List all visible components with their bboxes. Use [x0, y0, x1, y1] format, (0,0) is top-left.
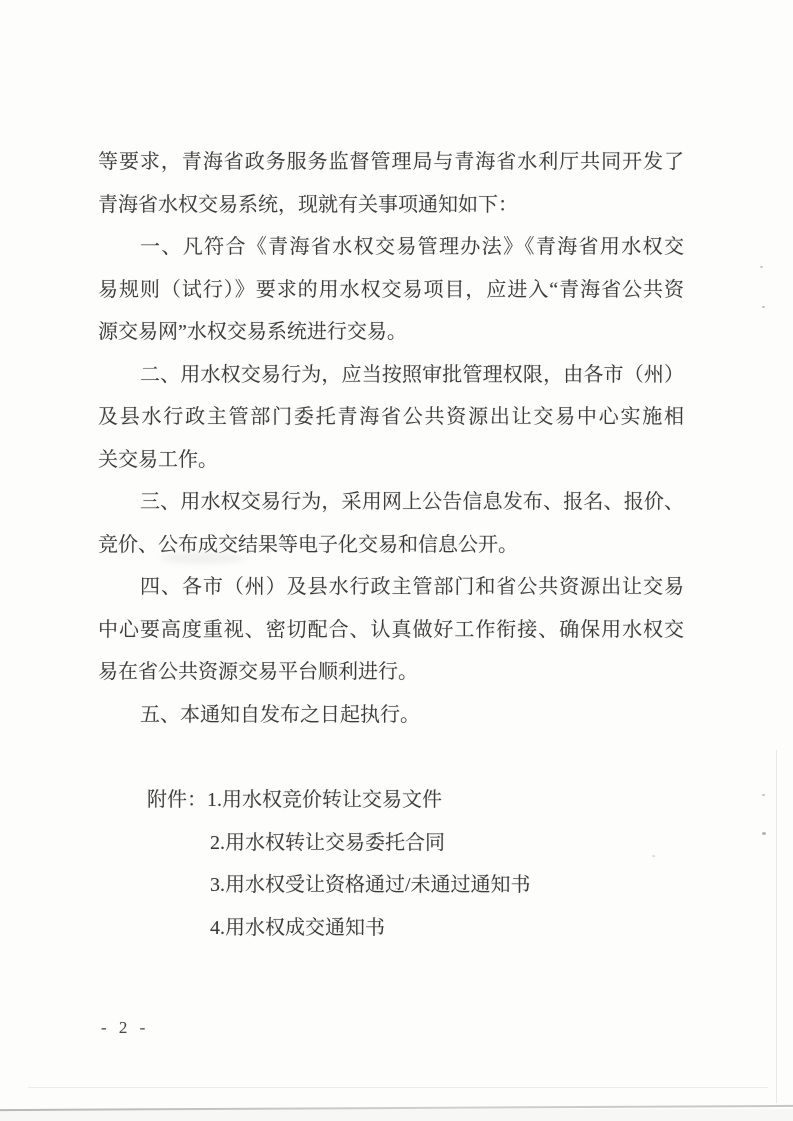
- text-line: 中心要高度重视、密切配合、认真做好工作衔接、确保用水权交: [98, 618, 684, 641]
- scan-edge-vertical-line: [776, 750, 777, 1103]
- text-line: 易在省公共资源交易平台顺利进行。: [98, 661, 418, 683]
- document-body: [98, 141, 684, 949]
- page-number: - 2 -: [101, 1018, 150, 1037]
- text-line: 五、本通知自发布之日起执行。: [140, 703, 420, 726]
- text-line: 等要求，青海省政务服务监督管理局与青海省水利厅共同开发了: [98, 151, 684, 173]
- text-line: 源交易网”水权交易系统进行交易。: [98, 321, 407, 343]
- scan-smudge: [160, 552, 245, 564]
- attachment-label: 附件：: [147, 789, 207, 811]
- text-line: 关交易工作。: [98, 448, 218, 471]
- text-line: 四、各市（州）及县水行政主管部门和省公共资源出让交易: [140, 576, 684, 598]
- scan-bottom-strip: [0, 1109, 793, 1121]
- attachment-item: 1.用水权竞价转让交易文件: [207, 789, 442, 811]
- attachment-item: 4.用水权成交通知书: [210, 916, 385, 939]
- scan-edge-faint-line: [28, 1087, 768, 1088]
- scan-speck: [762, 306, 765, 308]
- text-line: 一、凡符合《青海省水权交易管理办法》《青海省用水权交: [140, 236, 684, 258]
- scan-speck: [760, 266, 763, 268]
- text-line: 青海省水权交易系统，现就有关事项通知如下：: [98, 193, 518, 216]
- scan-speck: [762, 794, 765, 796]
- text-line: 易规则（试行）》要求的用水权交易项目，应进入“青海省公共资: [98, 278, 684, 301]
- text-line: 竞价、公布成交结果等电子化交易和信息公开。: [98, 533, 518, 556]
- attachment-item: 3.用水权受让资格通过/未通过通知书: [210, 874, 531, 896]
- text-line: 及县水行政主管部门委托青海省公共资源出让交易中心实施相: [98, 406, 684, 428]
- attachment-line: [98, 779, 684, 822]
- scan-speck: [762, 832, 766, 835]
- text-line: 二、用水权交易行为，应当按照审批管理权限，由各市（州）: [140, 363, 684, 386]
- attachment-item: 2.用水权转让交易委托合同: [210, 831, 445, 854]
- text-line: 三、用水权交易行为，采用网上公告信息发布、报名、报价、: [140, 491, 684, 513]
- scan-speck: [652, 855, 655, 857]
